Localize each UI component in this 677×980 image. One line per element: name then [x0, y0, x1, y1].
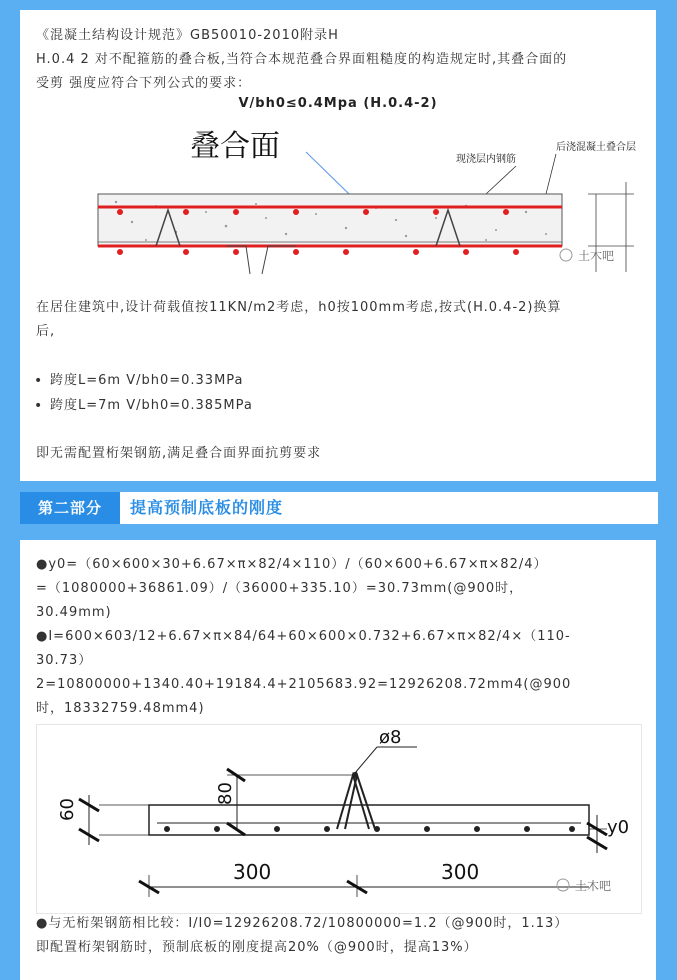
composite-slab-figure [36, 122, 640, 274]
composite-slab-drawing [36, 122, 640, 274]
dim-60: 60 [57, 798, 78, 821]
calc-line: 2=10800000+1340.40+19184.4+2105683.92=12926208.72mm4(@900 [36, 677, 572, 692]
section-header [20, 492, 658, 524]
label-rebar: 现浇层内钢筋 [456, 154, 516, 165]
conclusion-text: 即无需配置桁架钢筋,满足叠合面界面抗剪要求 [36, 446, 322, 461]
paragraph-1-line2: 后, [36, 324, 56, 339]
watermark-1: 土木吧 [578, 249, 615, 263]
watermark-2: 土木吧 [575, 879, 612, 893]
label-composite-surface: 叠合面 [190, 129, 280, 164]
dim-y0: y0 [607, 817, 630, 838]
slab-section-drawing [37, 725, 641, 913]
calc-line: ●I=600×603/12+6.67×π×84/64+60×600×0.732+6.67×π×82/4×（110- [36, 629, 571, 644]
list-item: • 跨度L=6m V/bh0=0.33MPa [50, 369, 244, 393]
paragraph-1-line1: 在居住建筑中,设计荷载值按11KN/m2考虑，h0按100mm考虑,按式(H.0.4-2)换算 [36, 300, 562, 315]
content-card-2 [20, 540, 656, 980]
dim-phi8: ø8 [379, 727, 402, 748]
comparison-line: ●与无桁架钢筋相比较：I/I0=12926208.72/10800000=1.2（@900时，1.13） [36, 916, 569, 931]
slab-section-figure [36, 724, 642, 914]
section-title: 提高预制底板的刚度 [130, 498, 284, 517]
formula: V/bh0≤0.4Mpa (H.0.4-2) [238, 96, 438, 111]
dim-300-left: 300 [233, 860, 272, 884]
label-layer: 后浇混凝土叠合层 [556, 142, 636, 153]
calc-line: 时，18332759.48mm4) [36, 701, 205, 716]
section-tag: 第二部分 [20, 492, 120, 524]
calc-line: ●y0=（60×600×30+6.67×π×82/4×110）/（60×600+6.67×π×82/4） [36, 557, 548, 572]
dim-300-right: 300 [441, 860, 480, 884]
calc-line: =（1080000+36861.09）/（36000+335.10）=30.73mm(@900时， [36, 581, 524, 596]
section-divider [120, 492, 124, 524]
code-reference: 《混凝土结构设计规范》GB50010-2010附录H [36, 28, 339, 43]
clause-text-line2: 受剪 强度应符合下列公式的要求： [36, 76, 252, 91]
calc-line: 30.49mm) [36, 605, 112, 620]
calc-line: 30.73） [36, 653, 93, 668]
list-item: • 跨度L=7m V/bh0=0.385MPa [50, 394, 253, 418]
dim-80: 80 [215, 782, 236, 805]
clause-text-line1: H.0.4 2 对不配箍筋的叠合板,当符合本规范叠合界面粗糙度的构造规定时,其叠合面的 [36, 52, 568, 67]
comparison-line: 即配置桁架钢筋时，预制底板的刚度提高20%（@900时，提高13%） [36, 940, 478, 955]
content-card-1 [20, 10, 656, 481]
